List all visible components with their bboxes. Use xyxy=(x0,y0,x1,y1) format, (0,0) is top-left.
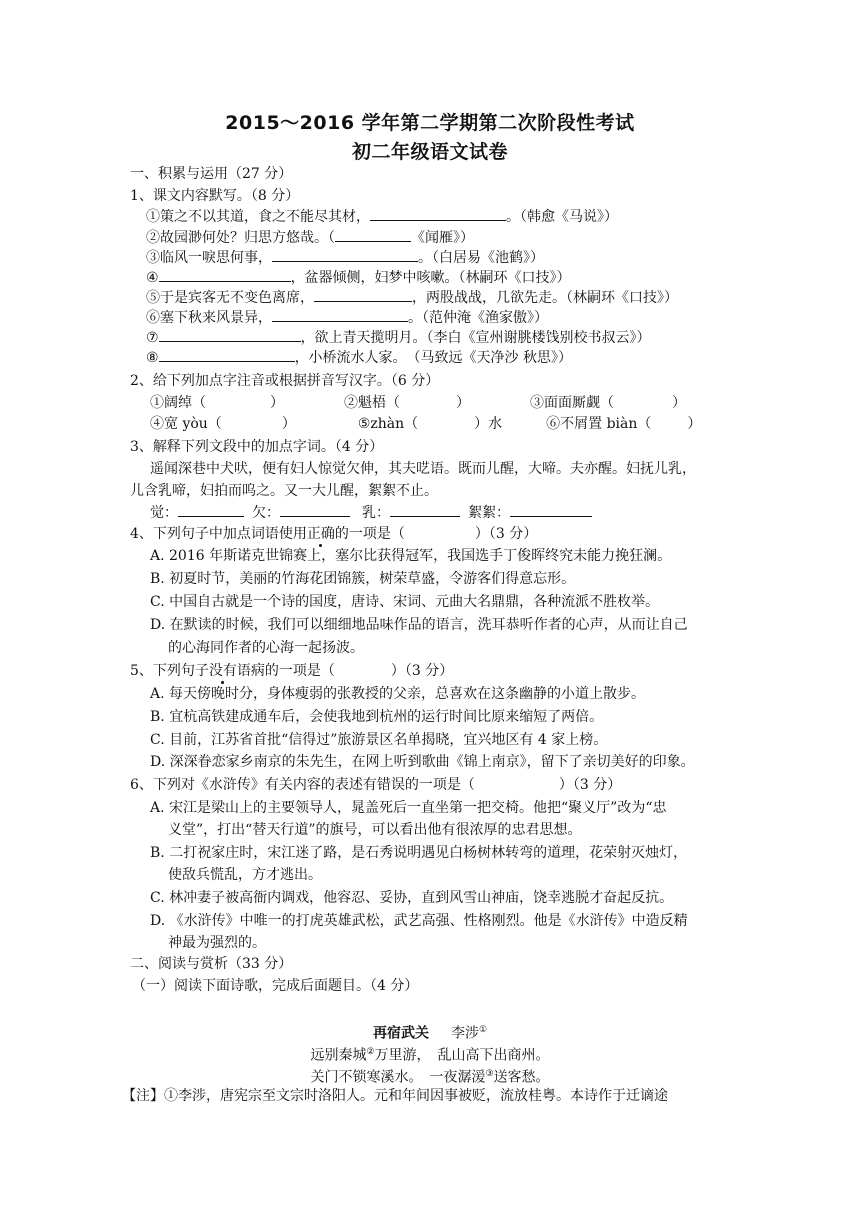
answer-blank[interactable] xyxy=(280,503,350,517)
q3-answers: 觉： 欠： 乳： 絮絮： xyxy=(150,503,592,523)
exam-subtitle: 初二年级语文试卷 xyxy=(351,141,508,163)
answer-blank[interactable] xyxy=(159,328,301,342)
section2-heading: 二、阅读与赏析（33 分） xyxy=(130,956,293,972)
q1-item-3: ③临风一唳思何事， 。（白居易《池鹤》） xyxy=(146,250,544,266)
q5-stem: 5、下列句子没有语病的一项是（ ）（3 分） xyxy=(130,663,454,679)
q4-option-d: D. 在默读的时候，我们可以细细地品味作品的语言，洗耳恭听作者的心声，从而让自己 xyxy=(150,617,688,633)
answer-blank[interactable] xyxy=(178,503,244,517)
answer-blank[interactable] xyxy=(510,503,592,517)
q2-row-1: ①阔绰（ ） ②魁梧（ ） ③面面厮觑（ ） xyxy=(150,395,686,411)
answer-blank[interactable] xyxy=(314,288,412,302)
poem-title-line: 再宿武关 李涉① xyxy=(372,1025,488,1042)
poem-title: 再宿武关 xyxy=(372,1025,429,1042)
q1-item-4: ④ ，盆器倾侧，妇梦中咳嗽。（林嗣环《口技》） xyxy=(146,270,571,286)
poem-author: 李涉 xyxy=(450,1025,479,1042)
q2-row-2: ④宽 yòu（ ） ⑤zhàn（ ）水 ⑥不屑置 biàn（ ） xyxy=(150,416,702,432)
q1-item-6: ⑥塞下秋来风景异， 。（范仲淹《渔家傲》） xyxy=(146,310,548,326)
q4-option-c: C. 中国自古就是一个诗的国度，唐诗、宋词、元曲大名鼎鼎，各种流派不胜枚举。 xyxy=(150,594,660,610)
q6-option-d-cont: 神最为强烈的。 xyxy=(168,935,266,951)
answer-blank[interactable] xyxy=(159,268,291,282)
q3-passage-1: 遥闻深巷中犬吠，便有妇人惊觉欠伸，其夫呓语。既而儿醒，大啼。夫亦醒。妇抚儿乳， xyxy=(150,461,696,477)
poem-line-1: 远别秦城②万里游， 乱山高下出商州。 xyxy=(310,1047,550,1064)
q1-item-2: ②故园渺何处？归思方悠哉。（ 《闻雁》） xyxy=(146,230,474,246)
q6-option-a: A. 宋江是梁山上的主要领导人，晁盖死后一直坐第一把交椅。他把“聚义厅”改为“忠 xyxy=(150,800,667,816)
answer-blank[interactable] xyxy=(335,228,411,242)
q5-option-c: C. 目前，江苏省首批“信得过”旅游景区名单揭晓，宜兴地区有 4 家上榜。 xyxy=(150,732,608,748)
q5-option-d: D. 深深眷恋家乡南京的朱先生，在网上听到歌曲《锦上南京》，留下了亲切美好的印象。 xyxy=(150,754,695,770)
poem-note: 【注】①李涉，唐宪宗至文宗时洛阳人。元和年间因事被贬，流放桂粤。本诗作于迁谪途 xyxy=(122,1088,668,1104)
q5-option-a: A. 每天傍晚时分，身体瘦弱的张教授的父亲，总喜欢在这条幽静的小道上散步。 xyxy=(150,686,646,702)
q6-stem: 6、下列对《水浒传》有关内容的表述有错误的一项是（ ）（3 分） xyxy=(130,777,622,793)
answer-blank[interactable] xyxy=(272,308,408,322)
q1-item-5: ⑤于是宾客无不变色离席， ，两股战战，几欲先走。（林嗣环《口技》） xyxy=(146,290,678,306)
q6-option-b-cont: 使敌兵慌乱，方才逃出。 xyxy=(168,867,322,883)
reading-part-1-stem: （一）阅读下面诗歌，完成后面题目。（4 分） xyxy=(132,978,419,994)
q3-stem: 3、解释下列文段中的加点字词。（4 分） xyxy=(130,439,384,455)
q4-option-a: A. 2016 年斯诺克世锦赛上，塞尔比获得冠军，我国选手丁俊晖终究未能力挽狂澜。 xyxy=(150,548,672,564)
q1-item-1: ①策之不以其道，食之不能尽其材， 。（韩愈《马说》） xyxy=(146,209,618,225)
q1-stem: 1、课文内容默写。（8 分） xyxy=(130,188,300,204)
q6-option-c: C. 林冲妻子被高衙内调戏，他容忍、妥协，直到风雪山神庙，饶幸逃脱才奋起反抗。 xyxy=(150,890,674,906)
answer-blank[interactable] xyxy=(272,248,418,262)
q4-option-b: B. 初夏时节，美丽的竹海花团锦簇，树荣草盛，令游客们得意忘形。 xyxy=(150,571,576,587)
q6-option-b: B. 二打祝家庄时，宋江迷了路，是石秀说明遇见白杨树林转弯的道理，花荣射灭烛灯， xyxy=(150,845,688,861)
section1-heading: 一、积累与运用（27 分） xyxy=(130,166,293,182)
q1-item-7: ⑦ ，欲上青天揽明月。（李白《宣州谢朓楼饯别校书叔云》） xyxy=(146,330,651,346)
q5-option-b: B. 宜杭高铁建成通车后，会使我地到杭州的运行时间比原来缩短了两倍。 xyxy=(150,709,604,725)
q4-stem: 4、下列句子中加点词语使用正确的一项是（ ）（3 分） xyxy=(130,526,538,542)
q2-stem: 2、给下列加点字注音或根据拼音写汉字。（6 分） xyxy=(130,373,440,389)
poem-line-2: 关门不锁寒溪水。 一夜潺湲③送客愁。 xyxy=(310,1069,550,1086)
q6-option-d: D. 《水浒传》中唯一的打虎英雄武松，武艺高强、性格刚烈。他是《水浒传》中造反精 xyxy=(150,913,688,929)
q6-option-a-cont: 义堂”，打出“替天行道”的旗号，可以看出他有很浓厚的忠君思想。 xyxy=(168,822,582,838)
exam-title: 2015～2016 学年第二学期第二次阶段性考试 xyxy=(225,112,635,134)
answer-blank[interactable] xyxy=(370,207,506,221)
q1-item-8: ⑧ ，小桥流水人家。 （马致远《天净沙 秋思》） xyxy=(146,350,573,366)
q3-passage-2: 儿含乳啼，妇拍而呜之。又一大儿醒，絮絮不止。 xyxy=(130,483,438,499)
q4-option-d-cont: 的心海同作者的心海一起扬波。 xyxy=(168,640,364,656)
answer-blank[interactable] xyxy=(159,348,295,362)
answer-blank[interactable] xyxy=(390,503,460,517)
